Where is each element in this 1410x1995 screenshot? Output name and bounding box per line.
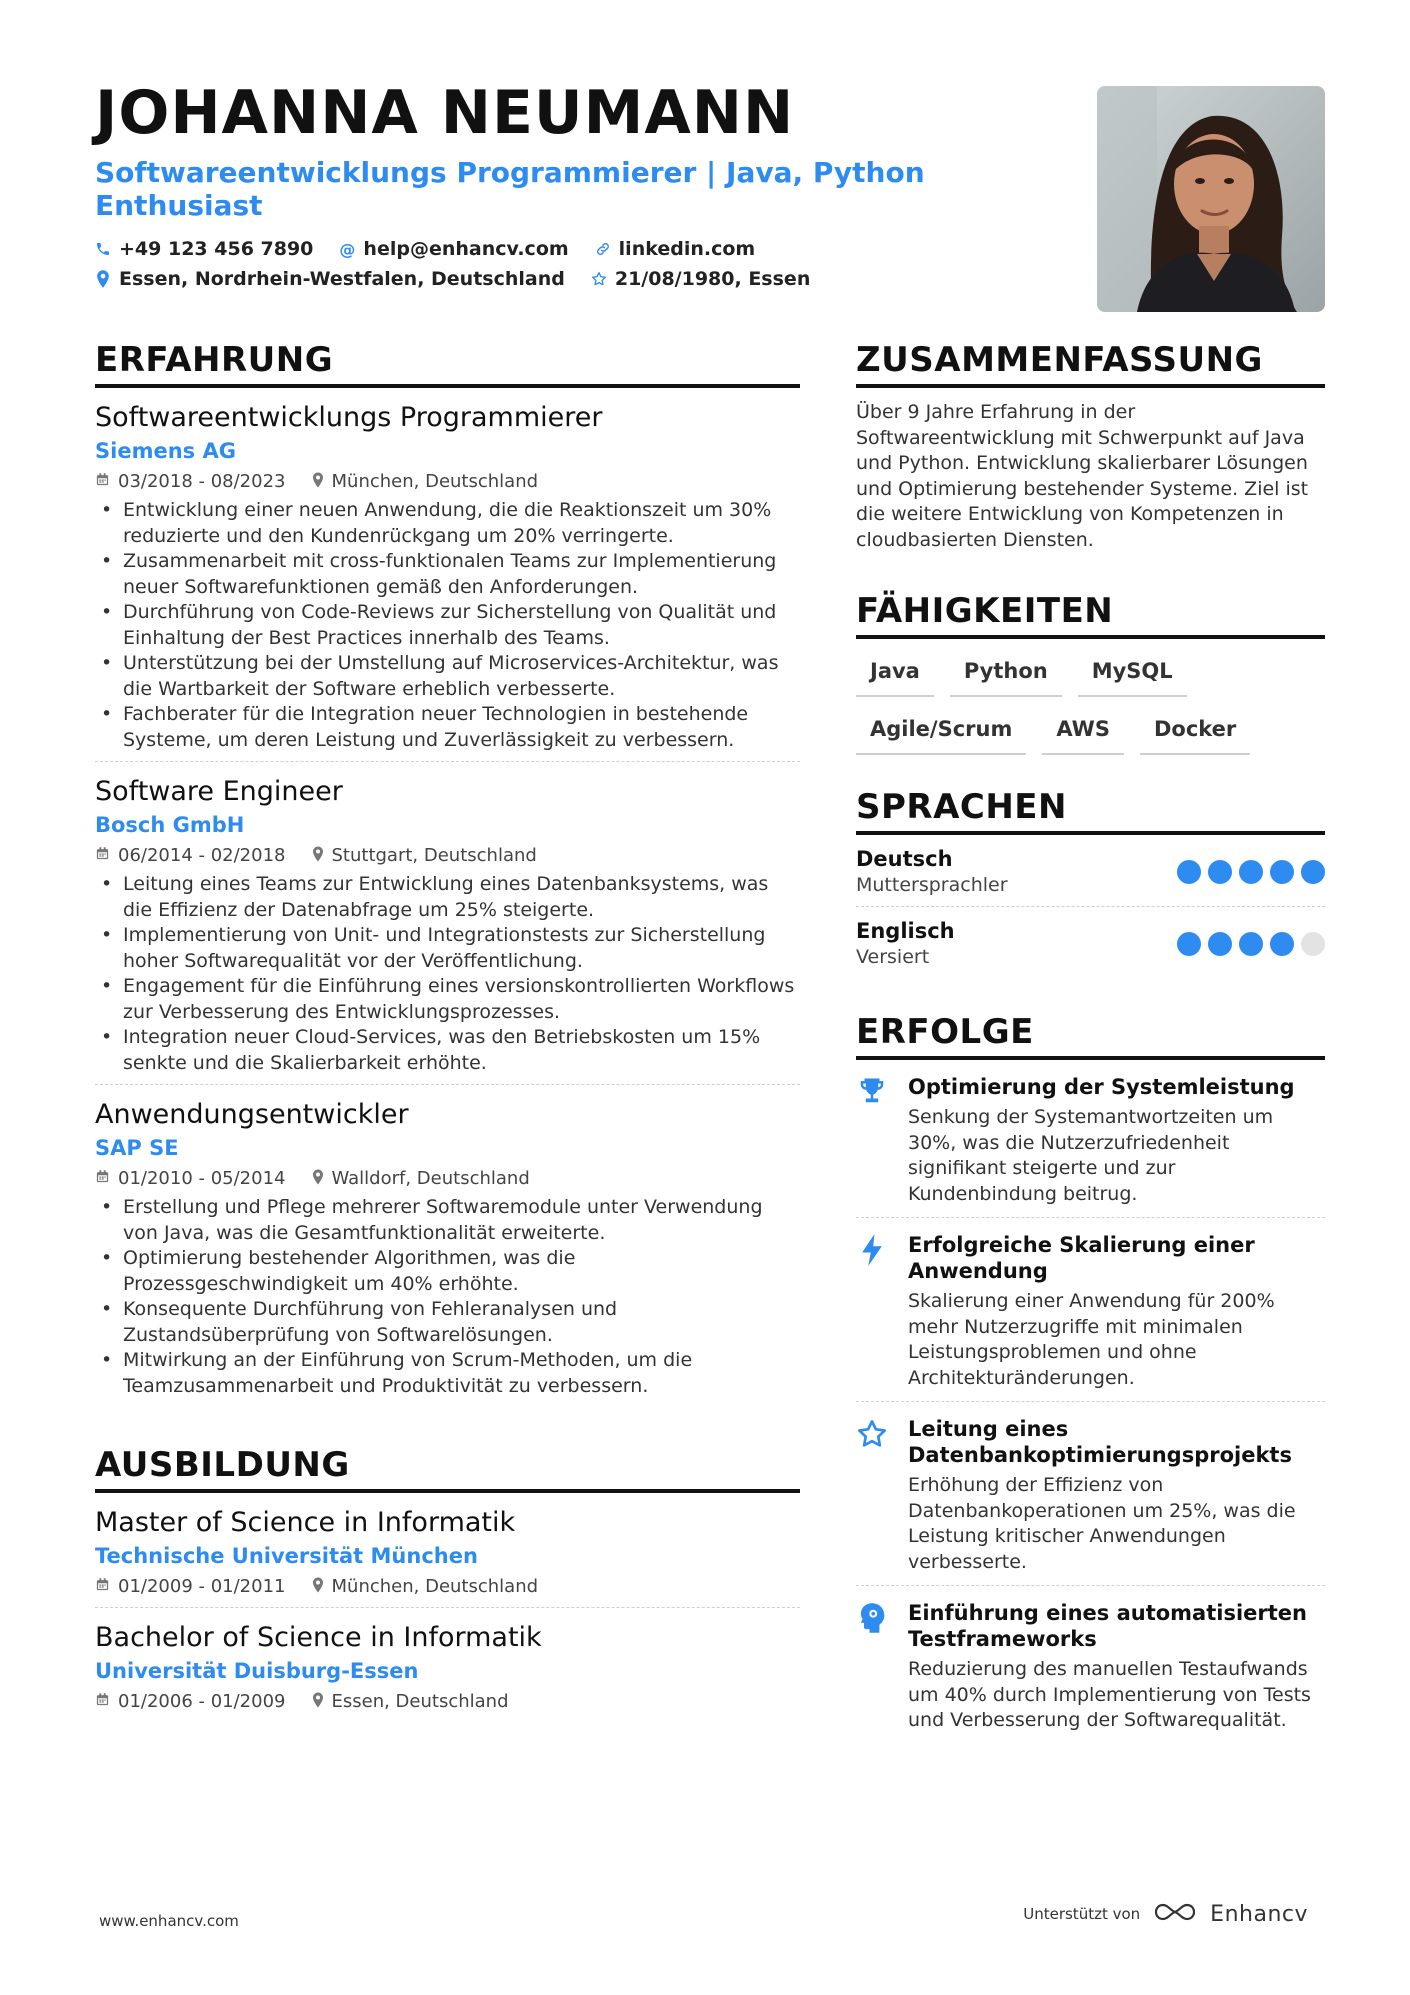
achievement-entry <box>856 1217 1325 1401</box>
education-entry <box>95 1493 800 1607</box>
achievements-title: ERFOLGE <box>856 1012 1325 1060</box>
birth-text: 21/08/1980, Essen <box>614 268 811 290</box>
job-company: Bosch GmbH <box>95 813 245 837</box>
left-column <box>95 340 800 1722</box>
school: Universität Duisburg-Essen <box>95 1659 419 1683</box>
education-dates: 01/2009 - 01/2011 <box>118 1576 286 1597</box>
rating-dot-filled <box>1239 860 1263 884</box>
achievement-title: Einführung eines automatisierten Testframeworks <box>908 1601 1307 1651</box>
job-location: München, Deutschland <box>331 471 539 492</box>
skill-tag: Docker <box>1140 717 1250 755</box>
contact-email[interactable] <box>339 238 568 260</box>
job-company: SAP SE <box>95 1136 179 1160</box>
phone-icon <box>95 241 111 257</box>
powered-by-text: Unterstützt von <box>1023 1905 1141 1923</box>
achievement-desc: Senkung der Systemantwortzeiten um 30%, was die Nutzerzufriedenheit signifikant steigerte und zur Kundenbindung beitrug. <box>908 1106 1274 1205</box>
language-level: Versiert <box>856 946 930 968</box>
trophy-icon <box>856 1074 888 1207</box>
rating-dot-filled <box>1208 860 1232 884</box>
job-bullet: • Mitwirkung an der Einführung von Scrum-Methoden, um die Teamzusammenarbeit und Produktivität zu verbessern. <box>95 1348 800 1399</box>
achievement-desc: Erhöhung der Effizienz von Datenbankoperationen um 25%, was die Leistung kritischer Anwendungen verbesserte. <box>908 1474 1296 1573</box>
language-name: Englisch <box>856 919 955 943</box>
candidate-headline: Softwareentwicklungs Programmierer | Java, Python Enthusiast <box>95 156 925 222</box>
job-dates: 03/2018 - 08/2023 <box>118 471 286 492</box>
education-entry <box>95 1607 800 1722</box>
summary-text: Über 9 Jahre Erfahrung in der Softwareentwicklung mit Schwerpunkt auf Java und Python. Entwicklung skalierbarer Lösungen und Optimierung bestehender Systeme. Ziel ist die weitere Entwicklung von Kompetenzen in cloudbasierten Diensten. <box>856 401 1309 551</box>
job-meta <box>95 1168 800 1189</box>
job-meta <box>95 471 800 492</box>
job-entry <box>95 761 800 1084</box>
contact-phone <box>95 238 313 260</box>
degree: Master of Science in Informatik <box>95 1507 516 1538</box>
rating-dot-filled <box>1270 932 1294 956</box>
education-meta <box>95 1691 800 1712</box>
degree: Bachelor of Science in Informatik <box>95 1622 542 1653</box>
star-outline-icon <box>591 270 607 288</box>
rating-dot-filled <box>1239 932 1263 956</box>
job-entry <box>95 1084 800 1407</box>
job-role: Software Engineer <box>95 776 343 807</box>
job-bullet: • Erstellung und Pflege mehrerer Softwaremodule unter Verwendung von Java, was die Gesamtfunktionalität erweiterte. <box>95 1195 800 1246</box>
location-pin-icon <box>312 1169 324 1189</box>
rating-dot-filled <box>1177 860 1201 884</box>
skill-tag: Java <box>856 659 934 697</box>
rating-dot-filled <box>1270 860 1294 884</box>
job-role: Softwareentwicklungs Programmierer <box>95 402 603 433</box>
education-location: Essen, Deutschland <box>331 1691 509 1712</box>
job-bullet: • Integration neuer Cloud-Services, was den Betriebskosten um 15% senkte und die Skalierbarkeit erhöhte. <box>95 1025 800 1076</box>
skill-tag: MySQL <box>1078 659 1187 697</box>
calendar-icon <box>95 1577 110 1596</box>
achievement-desc: Reduzierung des manuellen Testaufwands um 40% durch Implementierung von Tests und Verbesserung der Softwarequalität. <box>908 1658 1311 1731</box>
achievements-section <box>856 1012 1325 1744</box>
calendar-icon <box>95 846 110 865</box>
job-entry <box>95 388 800 761</box>
rating-dot-filled <box>1208 932 1232 956</box>
education-dates: 01/2006 - 01/2009 <box>118 1691 286 1712</box>
language-rating <box>1177 860 1325 884</box>
job-dates: 01/2010 - 05/2014 <box>118 1168 286 1189</box>
calendar-icon <box>95 472 110 491</box>
head-brain-icon <box>856 1600 888 1734</box>
job-bullets <box>95 872 800 1076</box>
skill-tag: Python <box>950 659 1062 697</box>
skill-tag: Agile/Scrum <box>856 717 1026 755</box>
job-dates: 06/2014 - 02/2018 <box>118 845 286 866</box>
job-bullet: • Konsequente Durchführung von Fehleranalysen und Zustandsüberprüfung von Softwarelösungen. <box>95 1297 800 1348</box>
profile-photo <box>1097 86 1325 312</box>
footer-website[interactable]: www.enhancv.com <box>99 1912 239 1930</box>
job-role: Anwendungsentwickler <box>95 1099 409 1130</box>
at-icon: @ <box>339 239 356 259</box>
job-bullets <box>95 498 800 753</box>
job-bullet: • Entwicklung einer neuen Anwendung, die die Reaktionszeit um 30% reduzierte und den Kundenrückgang um 20% verringerte. <box>95 498 800 549</box>
job-bullet: • Unterstützung bei der Umstellung auf Microservices-Architektur, was die Wartbarkeit der Software erheblich verbesserte. <box>95 651 800 702</box>
languages-section <box>856 787 1325 978</box>
job-meta <box>95 845 800 866</box>
school: Technische Universität München <box>95 1544 478 1568</box>
language-entry <box>856 835 1325 906</box>
job-location: Stuttgart, Deutschland <box>331 845 537 866</box>
language-rating <box>1177 932 1325 956</box>
summary-section <box>856 340 1325 553</box>
contact-linkedin[interactable] <box>595 238 756 260</box>
skills-title: FÄHIGKEITEN <box>856 591 1325 639</box>
calendar-icon <box>95 1692 110 1711</box>
achievement-entry <box>856 1401 1325 1585</box>
phone-text: +49 123 456 7890 <box>119 238 314 260</box>
language-level: Muttersprachler <box>856 874 1008 896</box>
lightning-icon <box>856 1232 888 1391</box>
footer-branding <box>1023 1900 1308 1928</box>
link-icon <box>595 240 611 258</box>
location-pin-icon <box>95 270 111 288</box>
skills-section <box>856 591 1325 755</box>
skill-tag: AWS <box>1042 717 1124 755</box>
linkedin-text: linkedin.com <box>618 238 756 260</box>
job-bullet: • Optimierung bestehender Algorithmen, was die Prozessgeschwindigkeit um 40% erhöhte. <box>95 1246 800 1297</box>
location-pin-icon <box>312 846 324 866</box>
job-bullet: • Zusammenarbeit mit cross-funktionalen Teams zur Implementierung neuer Softwarefunktionen gemäß den Anforderungen. <box>95 549 800 600</box>
rating-dot-empty <box>1301 932 1325 956</box>
resume-header <box>95 80 1085 298</box>
job-bullet: • Engagement für die Einführung eines versionskontrollierten Workflows zur Verbesserung des Entwicklungsprozesses. <box>95 974 800 1025</box>
contact-birth <box>591 268 810 290</box>
language-name: Deutsch <box>856 847 953 871</box>
star-icon <box>856 1416 888 1575</box>
job-location: Walldorf, Deutschland <box>331 1168 530 1189</box>
enhancv-logo-icon <box>1152 1900 1198 1928</box>
job-company: Siemens AG <box>95 439 236 463</box>
job-bullet: • Implementierung von Unit- und Integrationstests zur Sicherstellung hoher Softwarequalität vor der Veröffentlichung. <box>95 923 800 974</box>
right-column <box>856 340 1325 1744</box>
education-meta <box>95 1576 800 1597</box>
education-title: AUSBILDUNG <box>95 1445 800 1493</box>
brand-name: Enhancv <box>1210 1901 1308 1927</box>
education-section <box>95 1445 800 1722</box>
job-bullet: • Fachberater für die Integration neuer Technologien in bestehende Systeme, um deren Leistung und Zuverlässigkeit zu verbessern. <box>95 702 800 753</box>
skills-list <box>856 659 1325 755</box>
languages-title: SPRACHEN <box>856 787 1325 835</box>
education-location: München, Deutschland <box>331 1576 539 1597</box>
rating-dot-filled <box>1177 932 1201 956</box>
contact-location <box>95 268 565 290</box>
email-text: help@enhancv.com <box>363 238 569 260</box>
achievement-title: Optimierung der Systemleistung <box>908 1075 1295 1099</box>
job-bullets <box>95 1195 800 1399</box>
achievement-title: Leitung eines Datenbankoptimierungsprojekts <box>908 1417 1292 1467</box>
achievement-title: Erfolgreiche Skalierung einer Anwendung <box>908 1233 1255 1283</box>
location-text: Essen, Nordrhein-Westfalen, Deutschland <box>119 268 565 290</box>
job-bullet: • Leitung eines Teams zur Entwicklung eines Datenbanksystems, was die Effizienz der Datenabfrage um 25% steigerte. <box>95 872 800 923</box>
job-bullet: • Durchführung von Code-Reviews zur Sicherstellung von Qualität und Einhaltung der Best Practices innerhalb des Teams. <box>95 600 800 651</box>
contact-info <box>95 238 1085 290</box>
calendar-icon <box>95 1169 110 1188</box>
language-entry <box>856 906 1325 978</box>
achievement-entry <box>856 1585 1325 1744</box>
summary-title: ZUSAMMENFASSUNG <box>856 340 1325 388</box>
achievement-desc: Skalierung einer Anwendung für 200% mehr Nutzerzugriffe mit minimalen Leistungsproblemen und ohne Architekturänderungen. <box>908 1290 1275 1389</box>
experience-section <box>95 340 800 1407</box>
location-pin-icon <box>312 1577 324 1597</box>
experience-title: ERFAHRUNG <box>95 340 800 388</box>
location-pin-icon <box>312 1692 324 1712</box>
rating-dot-filled <box>1301 860 1325 884</box>
location-pin-icon <box>312 472 324 492</box>
candidate-name: JOHANNA NEUMANN <box>95 78 795 148</box>
achievement-entry <box>856 1060 1325 1217</box>
